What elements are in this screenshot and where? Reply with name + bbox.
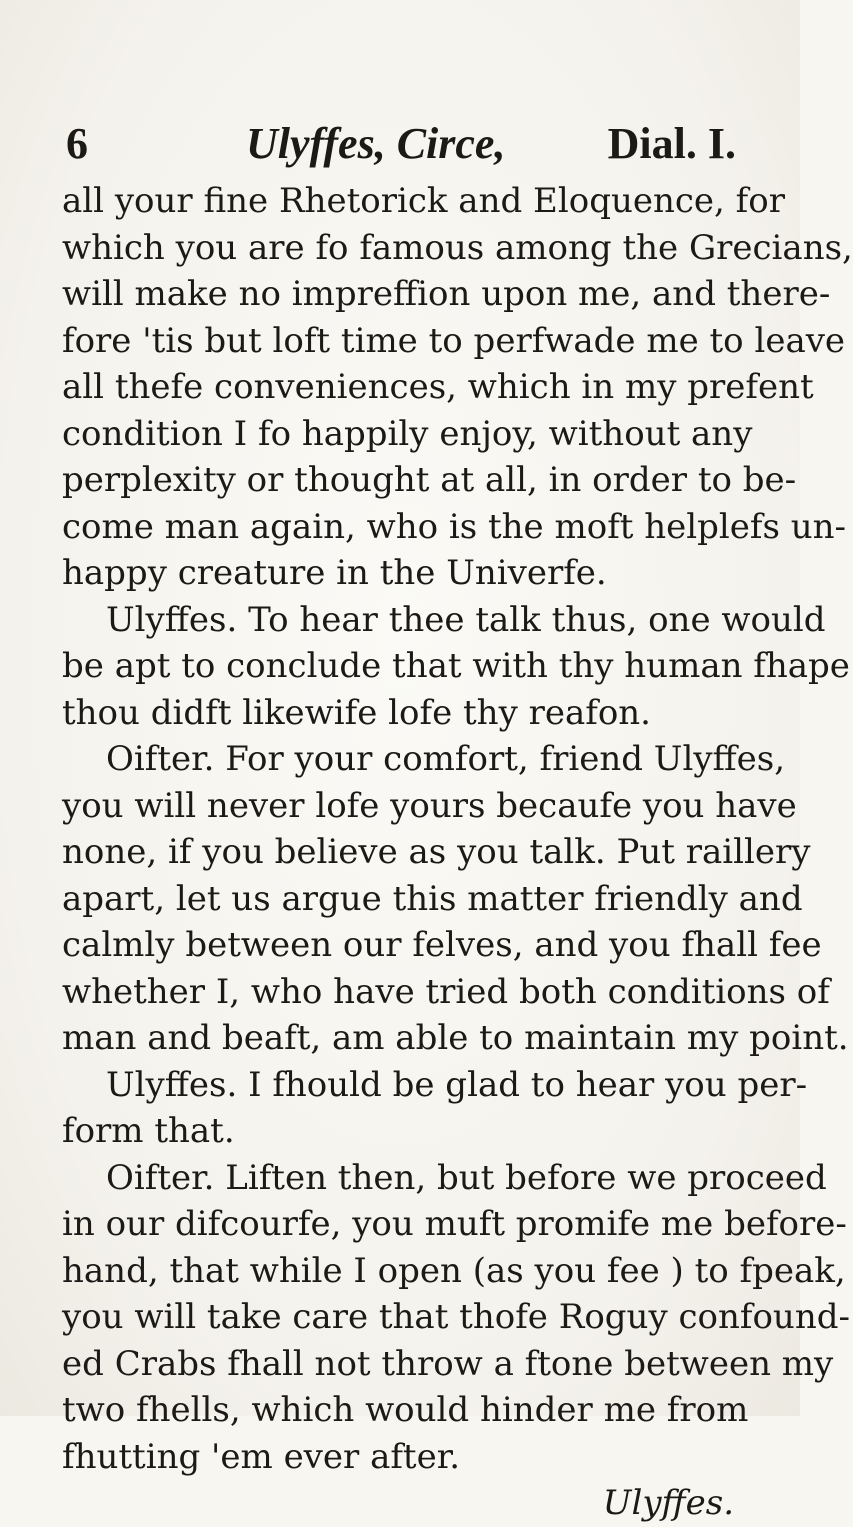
text-line: will make no impreffion upon me, and there- — [62, 274, 831, 314]
text-line: Oifter. For your comfort, friend Ulyffes, — [106, 739, 786, 779]
text-line: in our difcourfe, you muft promife me before- — [62, 1204, 847, 1244]
text-line: hand, that while I open (as you fee ) to fpeak, — [62, 1250, 846, 1291]
text-line: happy creature in the Univerfe. — [62, 553, 607, 593]
running-title: Ulyffes, Circe, — [246, 119, 506, 168]
text-line: you will take care that thofe Roguy confound- — [62, 1297, 850, 1337]
text-line: Oifter. Liften then, but before we proceed — [106, 1157, 827, 1198]
text-line: form that. — [62, 1111, 235, 1151]
text-line: calmly between our felves, and you fhall fee — [62, 925, 822, 965]
text-line: all thefe conveniences, which in my prefent — [62, 367, 814, 407]
running-header — [66, 118, 736, 168]
body-text — [62, 178, 853, 1527]
text-line: perplexity or thought at all, in order to be- — [62, 460, 797, 500]
text-line: none, if you believe as you talk. Put raillery — [62, 832, 811, 872]
text-line: fore 'tis but loft time to perfwade me to leave — [62, 320, 846, 361]
text-line: come man again, who is the moft helplefs un- — [62, 506, 847, 547]
page-number: 6 — [66, 119, 88, 168]
text-line: be apt to conclude that with thy human fhape — [62, 646, 850, 686]
catchword: Ulyffes. — [602, 1483, 734, 1523]
text-line: man and beaft, am able to maintain my point. — [62, 1018, 849, 1058]
text-line: Ulyffes. To hear thee talk thus, one would — [106, 599, 826, 640]
text-line: Ulyffes. I fhould be glad to hear you per- — [106, 1064, 808, 1105]
text-line: apart, let us argue this matter friendly and — [62, 878, 803, 919]
text-line: condition I fo happily enjoy, without any — [62, 413, 753, 454]
text-line: you will never lofe yours becaufe you have — [62, 785, 797, 826]
text-line: ed Crabs fhall not throw a ftone between my — [62, 1343, 834, 1384]
text-line: fhutting 'em ever after. — [62, 1436, 461, 1477]
text-line: all your fine Rhetorick and Eloquence, for — [62, 181, 785, 221]
text-line: which you are fo famous among the Grecians, — [62, 227, 853, 268]
dialogue-section: Dial. I. — [607, 119, 736, 168]
text-line: thou didft likewife lofe thy reafon. — [62, 692, 651, 733]
text-line: two fhells, which would hinder me from — [62, 1390, 749, 1430]
text-line: whether I, who have tried both conditions of — [62, 971, 830, 1012]
